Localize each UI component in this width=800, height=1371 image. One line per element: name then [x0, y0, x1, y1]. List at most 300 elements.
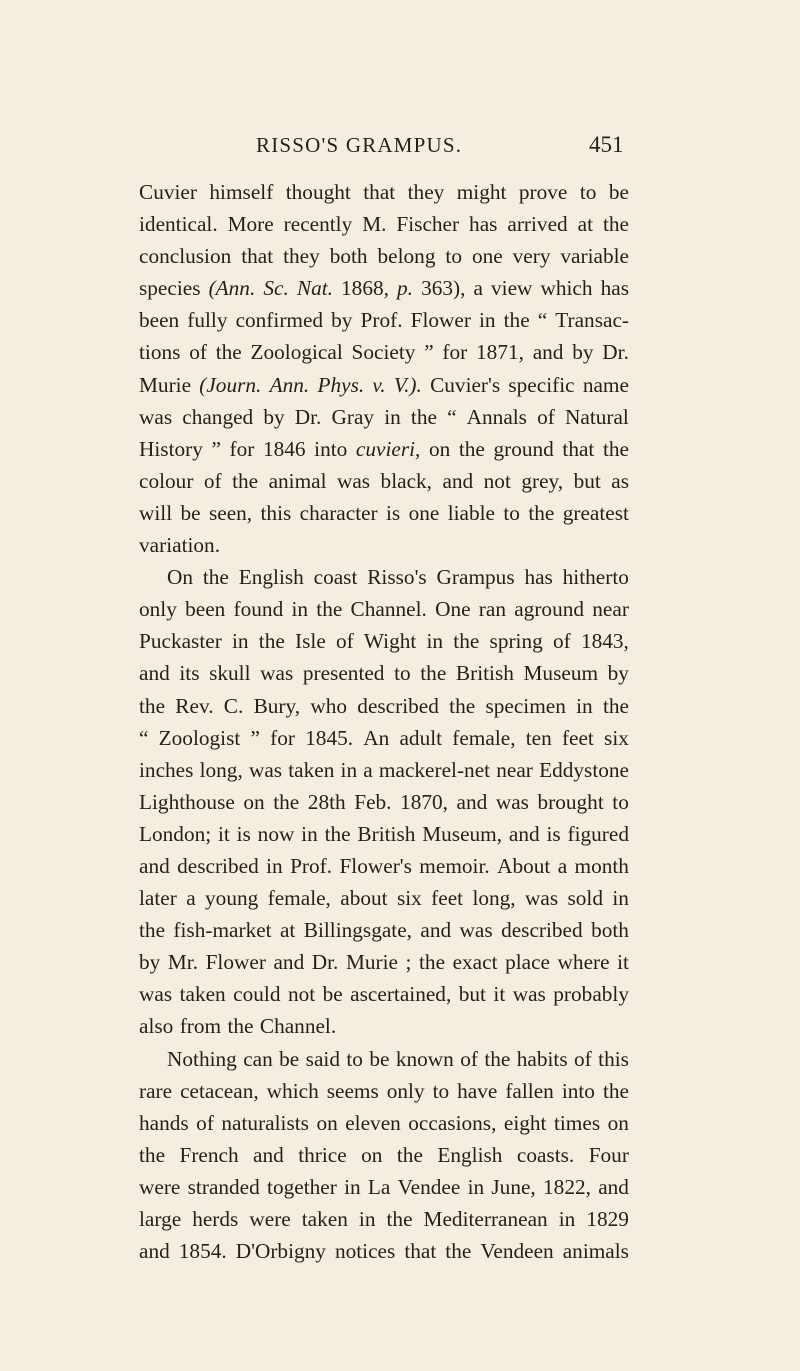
- word: that: [404, 1239, 437, 1264]
- word: place: [505, 950, 550, 975]
- word: long,: [472, 886, 516, 911]
- word: in: [426, 629, 444, 654]
- word: recently: [283, 212, 353, 237]
- running-title: RISSO'S GRAMPUS.: [256, 133, 463, 157]
- word: now: [257, 821, 295, 846]
- word: tions: [139, 340, 181, 365]
- word: memoir.: [419, 853, 490, 878]
- word: the: [273, 789, 300, 814]
- word: has: [469, 212, 498, 237]
- word: confirmed: [235, 308, 324, 333]
- word: naturalists: [221, 1110, 309, 1135]
- word: Channel.: [350, 597, 427, 622]
- word: in: [344, 1174, 361, 1199]
- word: in: [467, 1174, 485, 1199]
- word: into: [314, 436, 348, 461]
- text-line: [139, 1203, 629, 1235]
- word: fallen: [505, 1078, 554, 1103]
- word: the: [232, 468, 259, 493]
- word: British: [455, 661, 514, 686]
- word: coast: [313, 565, 358, 590]
- word: Society: [351, 340, 416, 365]
- word: black,: [380, 468, 432, 493]
- word: it: [493, 982, 506, 1007]
- word: Annals: [466, 404, 527, 429]
- word: Dr.: [294, 404, 322, 429]
- word: a: [186, 886, 196, 911]
- word: Channel.: [259, 1014, 337, 1039]
- text-line: [139, 625, 629, 657]
- word: notices: [334, 1239, 396, 1264]
- word: in: [266, 853, 283, 878]
- word: the: [484, 1046, 511, 1071]
- word: Sc.: [263, 276, 289, 301]
- word: Billingsgate,: [303, 918, 413, 943]
- word: only: [386, 1078, 425, 1103]
- word: 1829: [586, 1207, 629, 1231]
- word: be: [369, 1046, 390, 1071]
- word: ”: [424, 340, 434, 365]
- word: month: [574, 853, 629, 878]
- word: ;: [405, 950, 412, 975]
- word: liable: [447, 500, 496, 525]
- word: 28th: [307, 789, 346, 814]
- word: be: [180, 500, 201, 525]
- word: belong: [377, 244, 436, 269]
- word: conclusion: [139, 244, 232, 269]
- running-head: [0, 133, 800, 173]
- word: in: [358, 1207, 376, 1231]
- word: the: [316, 597, 343, 622]
- word: at: [279, 918, 296, 943]
- word: a: [557, 853, 568, 878]
- word: young: [205, 886, 259, 911]
- word: the: [410, 404, 437, 429]
- word: described: [177, 853, 259, 878]
- word: Phys.: [317, 372, 365, 397]
- word: ascertained,: [350, 982, 452, 1007]
- text-line: [139, 690, 629, 722]
- word: to: [432, 1078, 450, 1103]
- word: 1843,: [580, 629, 629, 654]
- word: might: [456, 180, 507, 204]
- text-line: [139, 978, 629, 1010]
- word: British: [357, 821, 416, 846]
- word: be: [279, 1046, 300, 1071]
- word: the: [445, 1239, 472, 1264]
- word: fish-market: [173, 918, 272, 943]
- word: Natural: [564, 404, 629, 429]
- word: probably: [553, 982, 629, 1007]
- word: is: [236, 821, 251, 846]
- word: they: [283, 244, 320, 269]
- word: animals: [562, 1239, 629, 1264]
- word: to: [579, 180, 597, 204]
- word: also: [139, 1014, 174, 1039]
- word: seen,: [208, 500, 253, 525]
- word: 1845.: [305, 725, 354, 750]
- word: from: [179, 1014, 222, 1039]
- word: by: [331, 308, 353, 333]
- word: but: [458, 982, 486, 1007]
- word: M.: [362, 212, 387, 237]
- word: not: [287, 982, 316, 1007]
- word: to: [346, 1046, 363, 1071]
- word: near: [592, 597, 629, 622]
- text-line: [139, 208, 629, 240]
- word: occasions,: [408, 1110, 497, 1135]
- word: in: [612, 886, 629, 911]
- word: into: [561, 1078, 595, 1103]
- word: C.: [223, 693, 244, 718]
- text-line: [139, 465, 629, 497]
- word: the: [139, 918, 166, 943]
- word: ”: [250, 725, 260, 750]
- word: was: [524, 886, 559, 911]
- word: on: [607, 1110, 629, 1135]
- word: six: [396, 886, 422, 911]
- text-line: [139, 561, 629, 593]
- word: in: [479, 308, 496, 333]
- word: Risso's: [367, 565, 427, 590]
- word: a: [363, 757, 373, 782]
- word: 1868,: [341, 276, 389, 301]
- text-line: [139, 369, 629, 401]
- word: very: [512, 244, 551, 269]
- page-number: 451: [589, 132, 624, 157]
- word: known: [395, 1046, 454, 1071]
- word: Mr.: [167, 950, 199, 975]
- word: Puckaster: [139, 629, 222, 654]
- word: rare: [139, 1078, 173, 1103]
- word: thrice: [298, 1142, 347, 1167]
- word: will: [139, 500, 173, 525]
- word: hitherto: [562, 565, 629, 590]
- word: been: [185, 597, 226, 622]
- word: cuvieri,: [355, 436, 421, 461]
- word: only: [139, 597, 177, 622]
- word: which: [540, 276, 593, 301]
- word: near: [496, 757, 533, 782]
- word: aground: [514, 597, 585, 622]
- word: “: [537, 308, 548, 333]
- word: the: [449, 693, 476, 718]
- word: on: [243, 789, 265, 814]
- word: long,: [199, 757, 243, 782]
- word: spring: [489, 629, 543, 654]
- word: to: [612, 789, 629, 814]
- word: adult: [399, 725, 443, 750]
- word: Murie: [139, 372, 192, 397]
- word: said: [305, 1046, 340, 1071]
- word: could: [233, 982, 281, 1007]
- word: was: [512, 982, 546, 1007]
- word: skull: [209, 661, 251, 686]
- word: name: [582, 372, 629, 397]
- word: ”: [211, 436, 221, 461]
- word: herds: [192, 1207, 239, 1231]
- word: the: [602, 1078, 629, 1103]
- word: arrived: [507, 212, 568, 237]
- word: and: [139, 1239, 170, 1264]
- word: cetacean,: [180, 1078, 259, 1103]
- word: of: [552, 629, 571, 654]
- word: and: [420, 918, 452, 943]
- word: 1870,: [400, 789, 448, 814]
- word: (Journ.: [199, 372, 262, 397]
- word: at: [577, 212, 593, 237]
- word: in: [576, 693, 593, 718]
- word: 1854.: [178, 1239, 227, 1264]
- word: in: [558, 1207, 576, 1231]
- word: variation.: [139, 533, 221, 558]
- text-line: [139, 818, 629, 850]
- word: but: [573, 468, 601, 493]
- word: the: [528, 500, 555, 525]
- word: the: [453, 629, 480, 654]
- word: the: [227, 1014, 254, 1039]
- word: English: [437, 1142, 503, 1167]
- word: seems: [326, 1078, 379, 1103]
- text-line: [139, 1010, 629, 1042]
- word: thought: [285, 180, 351, 204]
- word: eleven: [345, 1110, 401, 1135]
- text-line: [139, 176, 629, 208]
- word: the: [386, 1207, 413, 1231]
- word: in: [340, 757, 358, 782]
- word: and: [442, 468, 474, 493]
- word: it: [217, 821, 230, 846]
- word: as: [611, 468, 629, 493]
- word: V.).: [393, 372, 422, 397]
- word: has: [524, 565, 553, 590]
- word: which: [266, 1078, 319, 1103]
- word: Murie: [345, 950, 398, 975]
- word: feet: [561, 725, 594, 750]
- word: About: [497, 853, 551, 878]
- word: variable: [560, 244, 629, 269]
- word: have: [457, 1078, 498, 1103]
- text-line: [139, 882, 629, 914]
- word: of: [460, 1046, 478, 1071]
- word: London;: [139, 821, 212, 846]
- word: the: [324, 821, 351, 846]
- word: v.: [372, 372, 386, 397]
- word: Cuvier: [139, 180, 197, 204]
- word: in: [232, 629, 249, 654]
- word: the: [458, 436, 485, 461]
- word: the: [602, 693, 629, 718]
- word: its: [179, 661, 200, 686]
- text-line: [139, 401, 629, 433]
- word: together: [267, 1174, 337, 1199]
- text-line: [139, 657, 629, 689]
- word: a: [473, 276, 483, 301]
- word: the: [602, 212, 629, 237]
- word: the: [139, 1142, 166, 1167]
- text-line: [139, 1107, 629, 1139]
- word: Fischer: [396, 212, 460, 237]
- word: Nat.: [296, 276, 333, 301]
- word: sold: [567, 886, 603, 911]
- word: both: [591, 918, 629, 943]
- word: it: [617, 950, 629, 975]
- word: eight: [503, 1110, 547, 1135]
- word: Grampus: [436, 565, 515, 590]
- word: the: [420, 661, 447, 686]
- word: Cuvier's: [430, 372, 501, 397]
- word: one: [471, 244, 503, 269]
- text-line: [139, 1075, 629, 1107]
- word: feet: [431, 886, 464, 911]
- word: Rev.: [175, 693, 214, 718]
- text-line: [139, 1043, 629, 1075]
- word: p.: [397, 276, 413, 301]
- word: French: [179, 1142, 239, 1167]
- word: not: [483, 468, 511, 493]
- word: is: [546, 821, 561, 846]
- text-line: [139, 914, 629, 946]
- word: that: [241, 244, 274, 269]
- word: 1846: [262, 436, 306, 461]
- word: Eddystone: [539, 757, 629, 782]
- word: Nothing: [167, 1046, 237, 1071]
- word: female,: [452, 725, 516, 750]
- word: grey,: [521, 468, 564, 493]
- word: in: [384, 404, 401, 429]
- text-line: [139, 529, 629, 561]
- word: and: [139, 661, 170, 686]
- word: were: [139, 1174, 181, 1199]
- word: this: [598, 1046, 629, 1071]
- word: species: [139, 276, 201, 301]
- word: has: [600, 276, 629, 301]
- word: been: [139, 308, 180, 333]
- word: the: [503, 308, 530, 333]
- word: Museum,: [422, 821, 503, 846]
- text-line: [139, 1171, 629, 1203]
- word: were: [249, 1207, 291, 1231]
- word: On: [167, 565, 194, 590]
- paragraph: [139, 561, 629, 1042]
- word: Ann.: [269, 372, 310, 397]
- text-line: [139, 593, 629, 625]
- word: D'Orbigny: [235, 1239, 326, 1264]
- word: to: [445, 244, 462, 269]
- word: and: [253, 1142, 284, 1167]
- word: Dr.: [311, 950, 339, 975]
- word: animal: [268, 468, 327, 493]
- word: both: [329, 244, 368, 269]
- word: 1871,: [476, 340, 524, 365]
- word: the: [139, 693, 166, 718]
- text-line: [139, 1139, 629, 1171]
- word: on: [361, 1142, 383, 1167]
- word: stranded: [187, 1174, 260, 1199]
- word: Feb.: [354, 789, 392, 814]
- word: of: [203, 468, 222, 493]
- word: for: [270, 725, 295, 750]
- word: inches: [139, 757, 194, 782]
- word: and: [532, 340, 564, 365]
- word: History: [139, 436, 203, 461]
- word: the: [602, 436, 629, 461]
- word: can: [243, 1046, 273, 1071]
- word: where: [557, 950, 610, 975]
- word: to: [503, 500, 520, 525]
- paragraph: [139, 176, 629, 561]
- word: and: [456, 789, 488, 814]
- word: specific: [508, 372, 575, 397]
- body-text: [139, 176, 629, 1267]
- word: English: [238, 565, 304, 590]
- text-line: [139, 754, 629, 786]
- word: taken: [301, 1207, 348, 1231]
- word: greatest: [562, 500, 629, 525]
- word: for: [442, 340, 468, 365]
- word: large: [139, 1207, 182, 1231]
- word: himself: [209, 180, 274, 204]
- word: in: [301, 821, 318, 846]
- word: on: [316, 1110, 338, 1135]
- word: La: [367, 1174, 391, 1199]
- word: 363),: [421, 276, 466, 301]
- word: the: [258, 629, 285, 654]
- word: prove: [518, 180, 568, 204]
- word: 1822,: [543, 1174, 591, 1199]
- word: female,: [267, 886, 331, 911]
- word: by: [572, 340, 594, 365]
- word: ground: [493, 436, 554, 461]
- word: by: [139, 950, 161, 975]
- word: Flower: [410, 308, 471, 333]
- word: One: [435, 597, 471, 622]
- word: taken: [288, 757, 335, 782]
- word: Flower's: [339, 853, 412, 878]
- word: habits: [516, 1046, 568, 1071]
- word: described: [357, 693, 439, 718]
- word: by: [607, 661, 629, 686]
- word: ran: [478, 597, 506, 622]
- word: and: [139, 853, 170, 878]
- word: identical.: [139, 212, 218, 237]
- word: found: [233, 597, 284, 622]
- text-line: [139, 850, 629, 882]
- word: Flower: [205, 950, 266, 975]
- word: and: [508, 821, 540, 846]
- word: character: [299, 500, 378, 525]
- word: taken: [179, 982, 226, 1007]
- word: changed: [182, 404, 254, 429]
- word: Four: [588, 1142, 629, 1167]
- word: hands: [139, 1110, 189, 1135]
- word: was: [495, 789, 529, 814]
- word: one: [408, 500, 440, 525]
- word: of: [537, 404, 555, 429]
- word: Mediterranean: [423, 1207, 548, 1231]
- text-line: [139, 240, 629, 272]
- word: about: [340, 886, 388, 911]
- word: mackerel-net: [378, 757, 491, 782]
- word: they: [407, 180, 445, 204]
- word: be: [322, 982, 343, 1007]
- word: brought: [537, 789, 604, 814]
- word: be: [608, 180, 629, 204]
- word: is: [386, 500, 401, 525]
- word: that: [363, 180, 396, 204]
- word: and: [273, 950, 305, 975]
- word: An: [363, 725, 390, 750]
